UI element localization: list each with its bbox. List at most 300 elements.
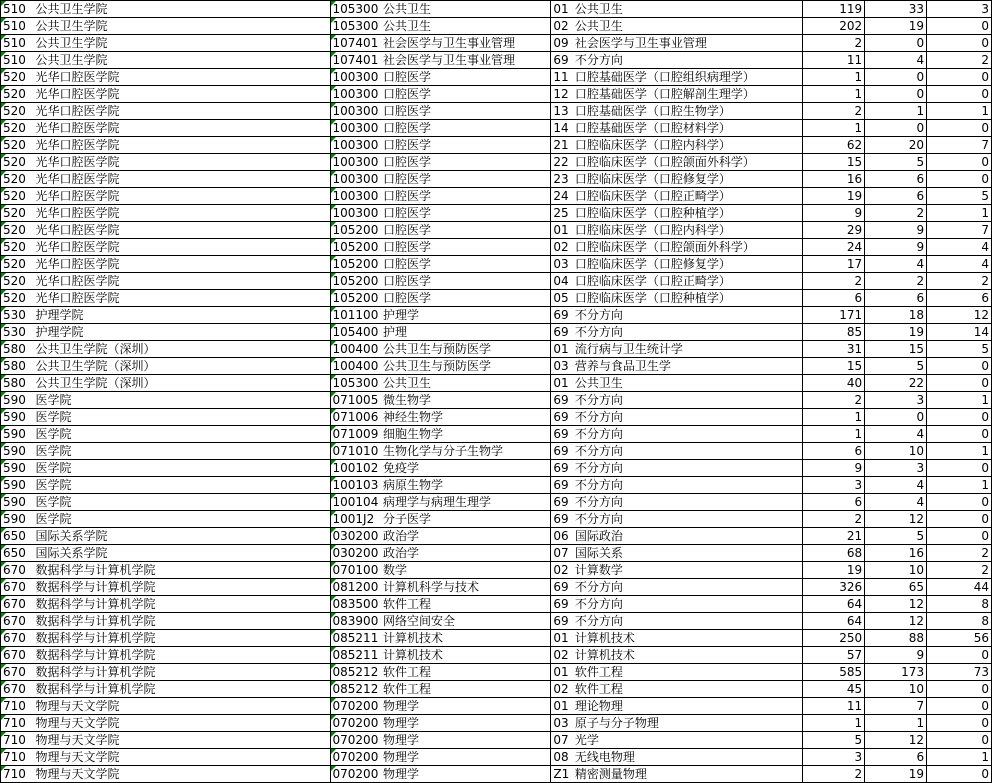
exempt-cell[interactable]: 8	[927, 613, 992, 630]
direction-name-cell[interactable]: 计算数学	[573, 562, 803, 579]
direction-code-cell[interactable]: 69	[551, 460, 573, 477]
major-name-cell[interactable]: 公共卫生与预防医学	[381, 341, 551, 358]
admitted-cell[interactable]: 33	[865, 1, 927, 18]
applicants-cell[interactable]: 326	[803, 579, 865, 596]
admitted-cell[interactable]: 5	[865, 154, 927, 171]
dept-name-cell[interactable]: 国际关系学院	[33, 545, 330, 562]
exempt-cell[interactable]: 4	[927, 239, 992, 256]
exempt-cell[interactable]: 2	[927, 562, 992, 579]
admitted-cell[interactable]: 1	[865, 715, 927, 732]
direction-name-cell[interactable]: 不分方向	[573, 52, 803, 69]
direction-code-cell[interactable]: 69	[551, 426, 573, 443]
admitted-cell[interactable]: 12	[865, 596, 927, 613]
direction-name-cell[interactable]: 不分方向	[573, 392, 803, 409]
admitted-cell[interactable]: 0	[865, 120, 927, 137]
direction-name-cell[interactable]: 精密测量物理	[573, 766, 803, 783]
exempt-cell[interactable]: 0	[927, 681, 992, 698]
admitted-cell[interactable]: 4	[865, 494, 927, 511]
major-name-cell[interactable]: 社会医学与卫生事业管理	[381, 35, 551, 52]
dept-name-cell[interactable]: 光华口腔医学院	[33, 69, 330, 86]
exempt-cell[interactable]: 0	[927, 35, 992, 52]
major-code-cell[interactable]: 105200	[330, 239, 381, 256]
major-name-cell[interactable]: 计算机技术	[381, 630, 551, 647]
applicants-cell[interactable]: 2	[803, 766, 865, 783]
major-name-cell[interactable]: 微生物学	[381, 392, 551, 409]
applicants-cell[interactable]: 6	[803, 443, 865, 460]
dept-name-cell[interactable]: 公共卫生学院（深圳）	[33, 375, 330, 392]
dept-name-cell[interactable]: 数据科学与计算机学院	[33, 613, 330, 630]
dept-name-cell[interactable]: 光华口腔医学院	[33, 239, 330, 256]
admitted-cell[interactable]: 4	[865, 477, 927, 494]
admitted-cell[interactable]: 3	[865, 460, 927, 477]
dept-name-cell[interactable]: 数据科学与计算机学院	[33, 579, 330, 596]
exempt-cell[interactable]: 0	[927, 511, 992, 528]
dept-name-cell[interactable]: 数据科学与计算机学院	[33, 562, 330, 579]
dept-name-cell[interactable]: 公共卫生学院	[33, 35, 330, 52]
major-name-cell[interactable]: 口腔医学	[381, 86, 551, 103]
direction-name-cell[interactable]: 理论物理	[573, 698, 803, 715]
major-code-cell[interactable]: 083900	[330, 613, 381, 630]
admitted-cell[interactable]: 4	[865, 256, 927, 273]
major-name-cell[interactable]: 口腔医学	[381, 137, 551, 154]
major-code-cell[interactable]: 100103	[330, 477, 381, 494]
dept-name-cell[interactable]: 医学院	[33, 409, 330, 426]
major-name-cell[interactable]: 计算机科学与技术	[381, 579, 551, 596]
major-code-cell[interactable]: 085212	[330, 664, 381, 681]
admitted-cell[interactable]: 6	[865, 171, 927, 188]
direction-code-cell[interactable]: 01	[551, 664, 573, 681]
admitted-cell[interactable]: 16	[865, 545, 927, 562]
direction-name-cell[interactable]: 公共卫生	[573, 375, 803, 392]
applicants-cell[interactable]: 1	[803, 86, 865, 103]
applicants-cell[interactable]: 2	[803, 103, 865, 120]
dept-name-cell[interactable]: 公共卫生学院	[33, 1, 330, 18]
applicants-cell[interactable]: 250	[803, 630, 865, 647]
direction-code-cell[interactable]: 02	[551, 18, 573, 35]
major-code-cell[interactable]: 100300	[330, 86, 381, 103]
major-name-cell[interactable]: 病原生物学	[381, 477, 551, 494]
exempt-cell[interactable]: 2	[927, 273, 992, 290]
applicants-cell[interactable]: 2	[803, 273, 865, 290]
direction-code-cell[interactable]: 69	[551, 579, 573, 596]
dept-name-cell[interactable]: 医学院	[33, 426, 330, 443]
major-code-cell[interactable]: 071010	[330, 443, 381, 460]
applicants-cell[interactable]: 11	[803, 52, 865, 69]
major-code-cell[interactable]: 100300	[330, 120, 381, 137]
dept-code-cell[interactable]: 520	[1, 86, 34, 103]
direction-code-cell[interactable]: 01	[551, 698, 573, 715]
applicants-cell[interactable]: 3	[803, 477, 865, 494]
admitted-cell[interactable]: 10	[865, 443, 927, 460]
major-name-cell[interactable]: 神经生物学	[381, 409, 551, 426]
dept-code-cell[interactable]: 670	[1, 664, 34, 681]
major-code-cell[interactable]: 085212	[330, 681, 381, 698]
major-name-cell[interactable]: 分子医学	[381, 511, 551, 528]
direction-name-cell[interactable]: 口腔临床医学（口腔颌面外科学）	[573, 154, 803, 171]
direction-code-cell[interactable]: 02	[551, 562, 573, 579]
major-name-cell[interactable]: 口腔医学	[381, 120, 551, 137]
major-name-cell[interactable]: 细胞生物学	[381, 426, 551, 443]
applicants-cell[interactable]: 85	[803, 324, 865, 341]
direction-name-cell[interactable]: 国际政治	[573, 528, 803, 545]
exempt-cell[interactable]: 0	[927, 120, 992, 137]
direction-name-cell[interactable]: 计算机技术	[573, 630, 803, 647]
direction-name-cell[interactable]: 口腔基础医学（口腔材料学）	[573, 120, 803, 137]
direction-code-cell[interactable]: 69	[551, 613, 573, 630]
major-name-cell[interactable]: 免疫学	[381, 460, 551, 477]
dept-code-cell[interactable]: 510	[1, 18, 34, 35]
dept-name-cell[interactable]: 医学院	[33, 511, 330, 528]
major-code-cell[interactable]: 100300	[330, 137, 381, 154]
major-name-cell[interactable]: 物理学	[381, 766, 551, 783]
direction-code-cell[interactable]: 01	[551, 341, 573, 358]
admitted-cell[interactable]: 4	[865, 426, 927, 443]
major-code-cell[interactable]: 105300	[330, 375, 381, 392]
major-code-cell[interactable]: 030200	[330, 528, 381, 545]
major-name-cell[interactable]: 口腔医学	[381, 256, 551, 273]
exempt-cell[interactable]: 2	[927, 52, 992, 69]
dept-name-cell[interactable]: 光华口腔医学院	[33, 273, 330, 290]
dept-code-cell[interactable]: 520	[1, 222, 34, 239]
admitted-cell[interactable]: 12	[865, 732, 927, 749]
dept-name-cell[interactable]: 数据科学与计算机学院	[33, 664, 330, 681]
admitted-cell[interactable]: 6	[865, 188, 927, 205]
exempt-cell[interactable]: 14	[927, 324, 992, 341]
applicants-cell[interactable]: 9	[803, 205, 865, 222]
direction-code-cell[interactable]: 02	[551, 647, 573, 664]
direction-name-cell[interactable]: 光学	[573, 732, 803, 749]
dept-name-cell[interactable]: 医学院	[33, 477, 330, 494]
direction-name-cell[interactable]: 口腔临床医学（口腔正畸学）	[573, 273, 803, 290]
direction-code-cell[interactable]: 03	[551, 256, 573, 273]
direction-name-cell[interactable]: 国际关系	[573, 545, 803, 562]
applicants-cell[interactable]: 1	[803, 426, 865, 443]
major-code-cell[interactable]: 100300	[330, 188, 381, 205]
major-code-cell[interactable]: 070100	[330, 562, 381, 579]
major-name-cell[interactable]: 公共卫生	[381, 1, 551, 18]
major-name-cell[interactable]: 生物化学与分子生物学	[381, 443, 551, 460]
direction-name-cell[interactable]: 口腔临床医学（口腔内科学）	[573, 137, 803, 154]
direction-name-cell[interactable]: 不分方向	[573, 324, 803, 341]
direction-code-cell[interactable]: 23	[551, 171, 573, 188]
major-code-cell[interactable]: 070200	[330, 715, 381, 732]
applicants-cell[interactable]: 62	[803, 137, 865, 154]
applicants-cell[interactable]: 5	[803, 732, 865, 749]
applicants-cell[interactable]: 1	[803, 120, 865, 137]
admitted-cell[interactable]: 6	[865, 749, 927, 766]
admitted-cell[interactable]: 173	[865, 664, 927, 681]
dept-code-cell[interactable]: 520	[1, 171, 34, 188]
major-code-cell[interactable]: 070200	[330, 766, 381, 783]
direction-code-cell[interactable]: 07	[551, 545, 573, 562]
exempt-cell[interactable]: 0	[927, 171, 992, 188]
admitted-cell[interactable]: 12	[865, 613, 927, 630]
dept-name-cell[interactable]: 光华口腔医学院	[33, 103, 330, 120]
major-code-cell[interactable]: 1001J2	[330, 511, 381, 528]
admitted-cell[interactable]: 65	[865, 579, 927, 596]
dept-code-cell[interactable]: 670	[1, 647, 34, 664]
applicants-cell[interactable]: 29	[803, 222, 865, 239]
direction-name-cell[interactable]: 口腔基础医学（口腔组织病理学）	[573, 69, 803, 86]
applicants-cell[interactable]: 1	[803, 715, 865, 732]
admitted-cell[interactable]: 0	[865, 35, 927, 52]
direction-name-cell[interactable]: 不分方向	[573, 307, 803, 324]
admitted-cell[interactable]: 4	[865, 52, 927, 69]
direction-name-cell[interactable]: 不分方向	[573, 613, 803, 630]
direction-code-cell[interactable]: 69	[551, 307, 573, 324]
dept-code-cell[interactable]: 520	[1, 103, 34, 120]
direction-name-cell[interactable]: 软件工程	[573, 681, 803, 698]
direction-name-cell[interactable]: 社会医学与卫生事业管理	[573, 35, 803, 52]
admitted-cell[interactable]: 0	[865, 86, 927, 103]
dept-code-cell[interactable]: 650	[1, 528, 34, 545]
dept-name-cell[interactable]: 公共卫生学院（深圳）	[33, 341, 330, 358]
dept-name-cell[interactable]: 光华口腔医学院	[33, 188, 330, 205]
admitted-cell[interactable]: 19	[865, 766, 927, 783]
dept-code-cell[interactable]: 670	[1, 579, 34, 596]
direction-code-cell[interactable]: 08	[551, 749, 573, 766]
dept-code-cell[interactable]: 710	[1, 715, 34, 732]
direction-code-cell[interactable]: 22	[551, 154, 573, 171]
dept-code-cell[interactable]: 520	[1, 137, 34, 154]
direction-name-cell[interactable]: 口腔基础医学（口腔解剖生理学）	[573, 86, 803, 103]
major-name-cell[interactable]: 软件工程	[381, 664, 551, 681]
major-name-cell[interactable]: 口腔医学	[381, 69, 551, 86]
direction-code-cell[interactable]: 69	[551, 409, 573, 426]
direction-name-cell[interactable]: 不分方向	[573, 460, 803, 477]
major-name-cell[interactable]: 口腔医学	[381, 205, 551, 222]
applicants-cell[interactable]: 119	[803, 1, 865, 18]
exempt-cell[interactable]: 0	[927, 715, 992, 732]
direction-code-cell[interactable]: 69	[551, 494, 573, 511]
dept-name-cell[interactable]: 公共卫生学院（深圳）	[33, 358, 330, 375]
major-code-cell[interactable]: 100300	[330, 171, 381, 188]
dept-code-cell[interactable]: 580	[1, 341, 34, 358]
applicants-cell[interactable]: 19	[803, 188, 865, 205]
exempt-cell[interactable]: 1	[927, 477, 992, 494]
applicants-cell[interactable]: 15	[803, 154, 865, 171]
dept-code-cell[interactable]: 590	[1, 494, 34, 511]
admitted-cell[interactable]: 9	[865, 222, 927, 239]
major-code-cell[interactable]: 070200	[330, 698, 381, 715]
exempt-cell[interactable]: 7	[927, 137, 992, 154]
direction-code-cell[interactable]: 69	[551, 52, 573, 69]
major-code-cell[interactable]: 105300	[330, 1, 381, 18]
dept-name-cell[interactable]: 光华口腔医学院	[33, 205, 330, 222]
dept-name-cell[interactable]: 医学院	[33, 494, 330, 511]
major-code-cell[interactable]: 070200	[330, 732, 381, 749]
exempt-cell[interactable]: 0	[927, 647, 992, 664]
major-name-cell[interactable]: 公共卫生	[381, 18, 551, 35]
major-name-cell[interactable]: 护理学	[381, 307, 551, 324]
direction-code-cell[interactable]: Z1	[551, 766, 573, 783]
dept-name-cell[interactable]: 物理与天文学院	[33, 732, 330, 749]
exempt-cell[interactable]: 1	[927, 103, 992, 120]
major-name-cell[interactable]: 社会医学与卫生事业管理	[381, 52, 551, 69]
admitted-cell[interactable]: 19	[865, 324, 927, 341]
exempt-cell[interactable]: 1	[927, 749, 992, 766]
exempt-cell[interactable]: 0	[927, 409, 992, 426]
direction-name-cell[interactable]: 流行病与卫生统计学	[573, 341, 803, 358]
major-name-cell[interactable]: 口腔医学	[381, 222, 551, 239]
major-code-cell[interactable]: 071006	[330, 409, 381, 426]
admitted-cell[interactable]: 10	[865, 562, 927, 579]
direction-name-cell[interactable]: 无线电物理	[573, 749, 803, 766]
dept-code-cell[interactable]: 670	[1, 596, 34, 613]
exempt-cell[interactable]: 5	[927, 341, 992, 358]
exempt-cell[interactable]: 2	[927, 545, 992, 562]
direction-code-cell[interactable]: 06	[551, 528, 573, 545]
applicants-cell[interactable]: 24	[803, 239, 865, 256]
major-name-cell[interactable]: 数学	[381, 562, 551, 579]
exempt-cell[interactable]: 56	[927, 630, 992, 647]
direction-code-cell[interactable]: 69	[551, 324, 573, 341]
exempt-cell[interactable]: 7	[927, 222, 992, 239]
admitted-cell[interactable]: 88	[865, 630, 927, 647]
direction-code-cell[interactable]: 13	[551, 103, 573, 120]
dept-name-cell[interactable]: 物理与天文学院	[33, 715, 330, 732]
major-code-cell[interactable]: 105200	[330, 290, 381, 307]
dept-code-cell[interactable]: 710	[1, 732, 34, 749]
admitted-cell[interactable]: 2	[865, 273, 927, 290]
dept-name-cell[interactable]: 数据科学与计算机学院	[33, 681, 330, 698]
major-name-cell[interactable]: 物理学	[381, 698, 551, 715]
major-code-cell[interactable]: 107401	[330, 35, 381, 52]
direction-code-cell[interactable]: 05	[551, 290, 573, 307]
applicants-cell[interactable]: 31	[803, 341, 865, 358]
major-code-cell[interactable]: 107401	[330, 52, 381, 69]
dept-name-cell[interactable]: 物理与天文学院	[33, 749, 330, 766]
dept-code-cell[interactable]: 590	[1, 511, 34, 528]
major-name-cell[interactable]: 物理学	[381, 749, 551, 766]
major-name-cell[interactable]: 政治学	[381, 528, 551, 545]
exempt-cell[interactable]: 44	[927, 579, 992, 596]
major-name-cell[interactable]: 政治学	[381, 545, 551, 562]
direction-name-cell[interactable]: 营养与食品卫生学	[573, 358, 803, 375]
exempt-cell[interactable]: 6	[927, 290, 992, 307]
exempt-cell[interactable]: 0	[927, 494, 992, 511]
exempt-cell[interactable]: 0	[927, 18, 992, 35]
direction-name-cell[interactable]: 不分方向	[573, 596, 803, 613]
major-code-cell[interactable]: 071009	[330, 426, 381, 443]
dept-code-cell[interactable]: 670	[1, 613, 34, 630]
dept-name-cell[interactable]: 物理与天文学院	[33, 698, 330, 715]
direction-code-cell[interactable]: 25	[551, 205, 573, 222]
exempt-cell[interactable]: 8	[927, 596, 992, 613]
dept-code-cell[interactable]: 520	[1, 239, 34, 256]
direction-code-cell[interactable]: 21	[551, 137, 573, 154]
dept-code-cell[interactable]: 590	[1, 426, 34, 443]
exempt-cell[interactable]: 1	[927, 392, 992, 409]
dept-code-cell[interactable]: 510	[1, 52, 34, 69]
direction-name-cell[interactable]: 口腔临床医学（口腔种植学）	[573, 205, 803, 222]
applicants-cell[interactable]: 68	[803, 545, 865, 562]
admitted-cell[interactable]: 12	[865, 511, 927, 528]
major-code-cell[interactable]: 100300	[330, 205, 381, 222]
major-code-cell[interactable]: 085211	[330, 630, 381, 647]
dept-code-cell[interactable]: 520	[1, 154, 34, 171]
major-name-cell[interactable]: 口腔医学	[381, 239, 551, 256]
applicants-cell[interactable]: 45	[803, 681, 865, 698]
admitted-cell[interactable]: 22	[865, 375, 927, 392]
exempt-cell[interactable]: 1	[927, 443, 992, 460]
dept-code-cell[interactable]: 590	[1, 443, 34, 460]
dept-name-cell[interactable]: 数据科学与计算机学院	[33, 630, 330, 647]
dept-code-cell[interactable]: 520	[1, 290, 34, 307]
major-code-cell[interactable]: 100104	[330, 494, 381, 511]
exempt-cell[interactable]: 0	[927, 69, 992, 86]
dept-name-cell[interactable]: 光华口腔医学院	[33, 256, 330, 273]
major-code-cell[interactable]: 100400	[330, 358, 381, 375]
direction-code-cell[interactable]: 01	[551, 630, 573, 647]
applicants-cell[interactable]: 3	[803, 749, 865, 766]
dept-code-cell[interactable]: 530	[1, 324, 34, 341]
major-code-cell[interactable]: 100300	[330, 69, 381, 86]
admitted-cell[interactable]: 6	[865, 290, 927, 307]
admitted-cell[interactable]: 0	[865, 69, 927, 86]
dept-code-cell[interactable]: 670	[1, 630, 34, 647]
dept-code-cell[interactable]: 510	[1, 1, 34, 18]
applicants-cell[interactable]: 19	[803, 562, 865, 579]
exempt-cell[interactable]: 0	[927, 426, 992, 443]
direction-code-cell[interactable]: 14	[551, 120, 573, 137]
dept-code-cell[interactable]: 650	[1, 545, 34, 562]
dept-code-cell[interactable]: 520	[1, 205, 34, 222]
major-name-cell[interactable]: 口腔医学	[381, 103, 551, 120]
dept-code-cell[interactable]: 520	[1, 273, 34, 290]
direction-name-cell[interactable]: 口腔临床医学（口腔修复学）	[573, 256, 803, 273]
applicants-cell[interactable]: 40	[803, 375, 865, 392]
admitted-cell[interactable]: 2	[865, 205, 927, 222]
direction-code-cell[interactable]: 01	[551, 1, 573, 18]
major-code-cell[interactable]: 100102	[330, 460, 381, 477]
major-name-cell[interactable]: 口腔医学	[381, 188, 551, 205]
major-code-cell[interactable]: 083500	[330, 596, 381, 613]
major-name-cell[interactable]: 公共卫生与预防医学	[381, 358, 551, 375]
dept-code-cell[interactable]: 520	[1, 188, 34, 205]
applicants-cell[interactable]: 585	[803, 664, 865, 681]
applicants-cell[interactable]: 16	[803, 171, 865, 188]
applicants-cell[interactable]: 11	[803, 698, 865, 715]
dept-name-cell[interactable]: 光华口腔医学院	[33, 120, 330, 137]
direction-code-cell[interactable]: 69	[551, 443, 573, 460]
exempt-cell[interactable]: 0	[927, 375, 992, 392]
applicants-cell[interactable]: 1	[803, 409, 865, 426]
admitted-cell[interactable]: 3	[865, 392, 927, 409]
exempt-cell[interactable]: 0	[927, 358, 992, 375]
applicants-cell[interactable]: 17	[803, 256, 865, 273]
applicants-cell[interactable]: 171	[803, 307, 865, 324]
applicants-cell[interactable]: 202	[803, 18, 865, 35]
admitted-cell[interactable]: 15	[865, 341, 927, 358]
direction-code-cell[interactable]: 02	[551, 681, 573, 698]
direction-code-cell[interactable]: 04	[551, 273, 573, 290]
direction-name-cell[interactable]: 口腔临床医学（口腔正畸学）	[573, 188, 803, 205]
admitted-cell[interactable]: 19	[865, 18, 927, 35]
admitted-cell[interactable]: 18	[865, 307, 927, 324]
direction-name-cell[interactable]: 口腔基础医学（口腔生物学）	[573, 103, 803, 120]
major-name-cell[interactable]: 口腔医学	[381, 154, 551, 171]
admitted-cell[interactable]: 1	[865, 103, 927, 120]
major-name-cell[interactable]: 公共卫生	[381, 375, 551, 392]
major-code-cell[interactable]: 105300	[330, 18, 381, 35]
dept-name-cell[interactable]: 光华口腔医学院	[33, 154, 330, 171]
major-name-cell[interactable]: 物理学	[381, 732, 551, 749]
exempt-cell[interactable]: 0	[927, 766, 992, 783]
exempt-cell[interactable]: 0	[927, 528, 992, 545]
major-name-cell[interactable]: 物理学	[381, 715, 551, 732]
exempt-cell[interactable]: 1	[927, 205, 992, 222]
